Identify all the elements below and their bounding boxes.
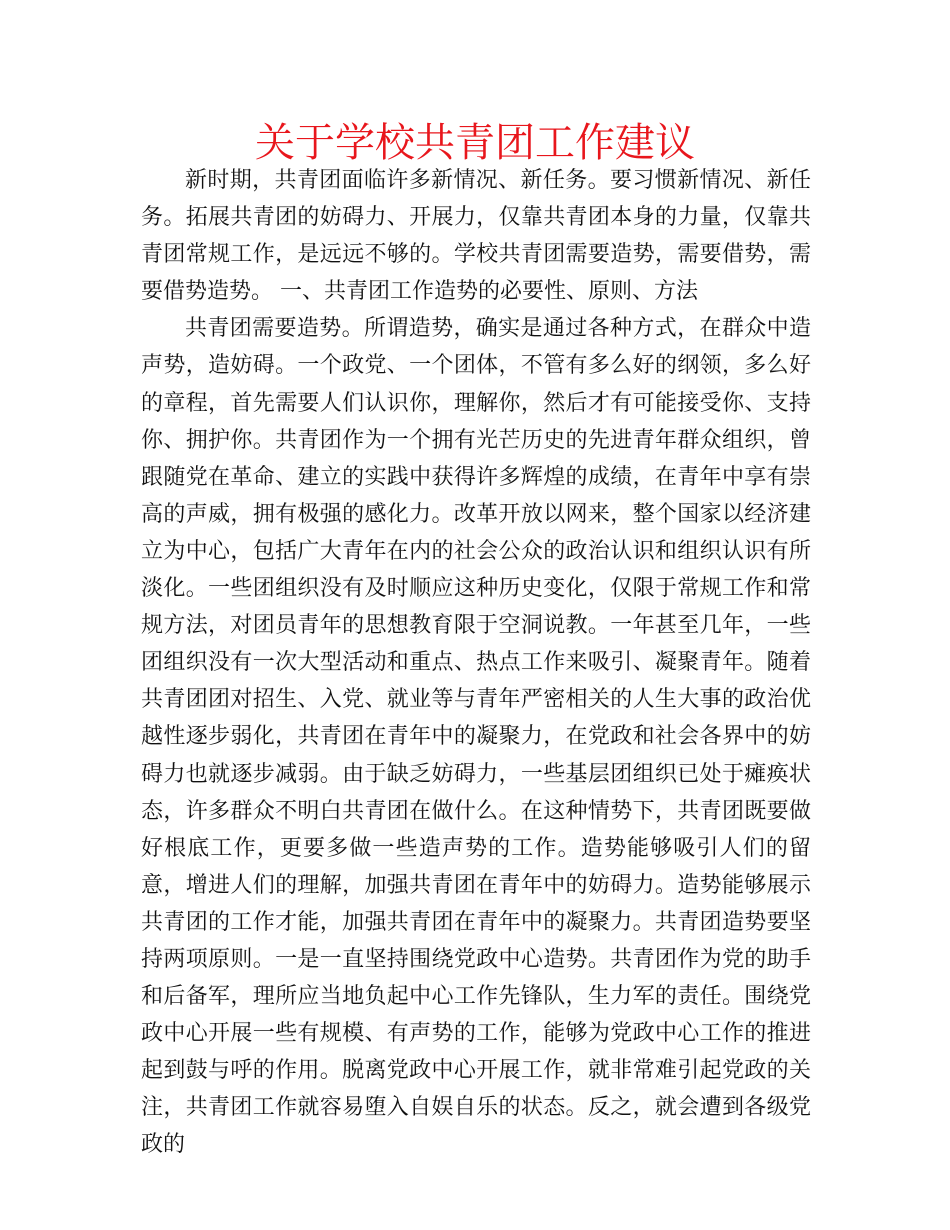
document-title: 关于学校共青团工作建议	[255, 120, 695, 166]
document-body	[141, 162, 811, 1164]
paragraph-2: 共青团需要造势。所谓造势，确实是通过各种方式，在群众中造声势，造妨碍。一个政党、一个团体，不管有多么好的纲领，多么好的章程，首先需要人们认识你，理解你，然后才有可能接受你、支持你、拥护你。共青团作为一个拥有光芒历史的先进青年群众组织，曾跟随党在革命、建立的实践中获得许多辉煌的成绩，在青年中享有崇高的声威，拥有极强的感化力。改革开放以网来，整个国家以经济建立为中心，包括广大青年在内的社会公众的政治认识和组织认识有所淡化。一些团组织没有及时顺应这种历史变化，仅限于常规工作和常规方法，对团员青年的思想教育限于空洞说教。一年甚至几年，一些团组织没有一次大型活动和重点、热点工作来吸引、凝聚青年。随着共青团团对招生、入党、就业等与青年严密相关的人生大事的政治优越性逐步弱化，共青团在青年中的凝聚力，在党政和社会各界中的妨碍力也就逐步减弱。由于缺乏妨碍力，一些基层团组织已处于瘫痪状态，许多群众不明白共青团在做什么。在这种情势下，共青团既要做好根底工作，更要多做一些造声势的工作。造势能够吸引人们的留意，增进人们的理解，加强共青团在青年中的妨碍力。造势能够展示共青团的工作才能，加强共青团在青年中的凝聚力。共青团造势要坚持两项原则。一是一直坚持围绕党政中心造势。共青团作为党的助手和后备军，理所应当地负起中心工作先锋队，生力军的责任。围绕党政中心开展一些有规模、有声势的工作，能够为党政中心工作的推进起到鼓与呼的作用。脱离党政中心开展工作，就非常难引起党政的关注，共青团工作就容易堕入自娱自乐的状态。反之，就会遭到各级党政的	[141, 316, 811, 1158]
paragraph-1: 新时期，共青团面临许多新情况、新任务。要习惯新情况、新任务。拓展共青团的妨碍力、开展力，仅靠共青团本身的力量，仅靠共青团常规工作，是远远不够的。学校共青团需要造势，需要借势，需要借势造势。 一、共青团工作造势的必要性、原则、方法	[141, 168, 811, 305]
